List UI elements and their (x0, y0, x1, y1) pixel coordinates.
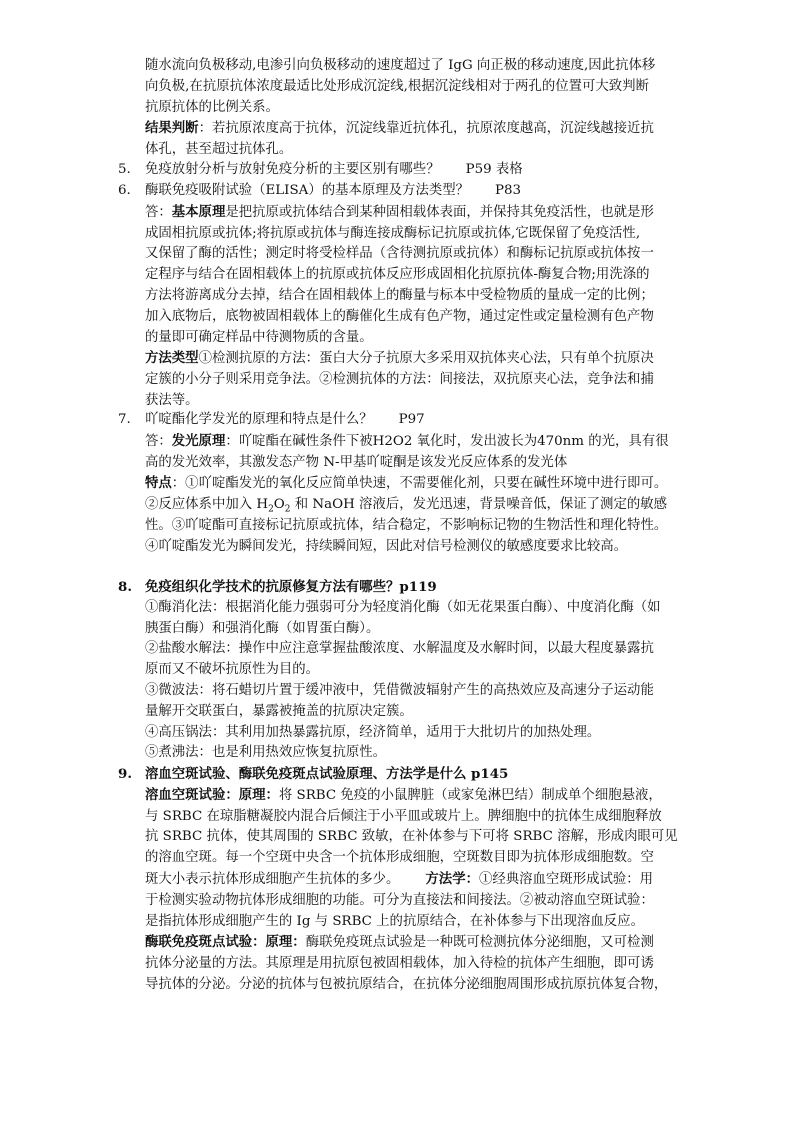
subscript: 2 (284, 504, 291, 515)
pfc-principle-label: 溶血空斑试验：原理： (145, 786, 279, 803)
text-line: ①酶消化法：根据消化能力强弱可分为轻度消化酶（如无花果蛋白酶）、中度消化酶（如 (145, 599, 661, 615)
text-span: ②反应体系中加入 H (145, 497, 269, 513)
question-6 (145, 181, 685, 412)
text-span: ①经典溶血空斑形成试验：用 (478, 871, 654, 887)
text-line: 抗体分泌量的方法。其原理是用抗原包被固相载体，加入待检的抗体产生细胞，即可诱 (145, 956, 654, 972)
text-line: ④吖啶酯发光为瞬间发光，持续瞬间短，因此对信号检测仪的敏感度要求比较高。 (145, 538, 628, 554)
question-6-number: 6. (118, 183, 131, 198)
text-line: 的溶血空斑。每一个空斑中央含一个抗体形成细胞，空斑数目即为抗体形成细胞数。空 (145, 850, 654, 866)
basic-principle-label: 基本原理 (171, 203, 226, 220)
question-7-text: 吖啶酯化学发光的原理和特点是什么？ (145, 412, 373, 427)
text-span: 斑大小表示抗体形成细胞产生抗体的多少。 (145, 871, 400, 887)
text-line: 性。③吖啶酯可直接标记抗原或抗体，结合稳定，不影响标记物的生物活性和理化特性。 (145, 517, 668, 533)
text-line: 量解开交联蛋白，暴露被掩盖的抗原决定簇。 (145, 703, 413, 719)
answer-prefix: 答： (145, 204, 172, 220)
text-line: ④高压锅法：其利用加热暴露抗原，经济简单，适用于大批切片的加热处理。 (145, 724, 601, 740)
text-span: O (273, 497, 285, 513)
text-span: ：吖啶酯在碱性条件下被H2O2 氧化时，发出波长为470nm 的光，具有很 (225, 433, 669, 449)
text-span: ：若抗原浓度高于抗体，沉淀线靠近抗体孔，抗原浓度越高，沉淀线越接近抗 (198, 121, 654, 137)
text-line: 方法将游离成分去掉，结合在固相载体上的酶量与标本中受检物质的量成一定的比例； (145, 287, 654, 303)
features-label: 特点 (145, 475, 172, 492)
text-line: 是指抗体形成细胞产生的 Ig 与 SRBC 上的抗原结合，在补体参与下出现溶血反应。 (145, 913, 644, 929)
question-9 (145, 764, 685, 996)
text-line: 胰蛋白酶）和强消化酶（如胃蛋白酶）。 (145, 620, 380, 636)
text-line: ②盐酸水解法：操作中应注意掌握盐酸浓度、水解温度及水解时间，以最大程度暴露抗 (145, 641, 654, 657)
elispot-principle-label: 酶联免疫斑点试验：原理： (145, 934, 306, 951)
result-judgement (145, 118, 685, 140)
text-line: 定程序与结合在固相载体上的抗原或抗体反应形成固相化抗原抗体-酶复合物;用洗涤的 (145, 267, 650, 283)
question-6-text: 酶联免疫吸附试验（ELISA）的基本原理及方法类型？ (145, 183, 470, 198)
question-5-ref: P59 表格 (465, 162, 523, 177)
text-span: ：①吖啶酯发光的氧化反应简单快速，不需要催化剂，只要在碱性环境中进行即可。 (171, 476, 668, 492)
pfc-method-label: 方法学： (425, 870, 479, 887)
question-5 (145, 160, 685, 181)
question-7-number: 7. (118, 412, 131, 427)
text-line: 抗 SRBC 抗体，使其周围的 SRBC 致敏，在补体参与下可将 SRBC 溶解，形成肉眼可见 (145, 829, 678, 845)
text-line: 于检测实验动物抗体形成细胞的功能。可分为直接法和间接法。②被动溶血空斑试验： (145, 892, 654, 908)
question-5-text: 免疫放射分析与放射免疫分析的主要区别有哪些？ (145, 162, 440, 177)
question-8 (145, 577, 685, 764)
question-9-text: 溶血空斑试验、酶联免疫斑点试验原理、方法学是什么 p145 (145, 766, 509, 782)
intro-paragraph (145, 56, 685, 161)
text-line: 高的发光效率，其激发态产物 N-甲基吖啶酮是该发光反应体系的发光体 (145, 454, 568, 470)
text-line: 获法等。 (145, 392, 199, 408)
answer-prefix: 答： (145, 433, 172, 449)
text-span: 是把抗原或抗体结合到某种固相载体表面，并保持其免疫活性，也就是形 (225, 204, 654, 220)
question-5-number: 5. (118, 162, 131, 177)
text-line: ③微波法：将石蜡切片置于缓冲液中，凭借微波辐射产生的高热效应及高速分子运动能 (145, 682, 654, 698)
text-line: 向负极,在抗原抗体浓度最适比处形成沉淀线,根据沉淀线相对于两孔的位置可大致判断 (145, 78, 649, 94)
text-line: 抗原抗体的比例关系。 (145, 99, 279, 115)
text-line: 原而又不破坏抗原性为目的。 (145, 662, 320, 678)
question-8-text: 免疫组织化学技术的抗原修复方法有哪些？p119 (145, 579, 437, 595)
text-line: 成固相抗原或抗体;将抗原或抗体与酶连接成酶标记抗原或抗体,它既保留了免疫活性, (145, 225, 641, 241)
question-8-number: 8. (118, 579, 132, 595)
subscript: 2 (268, 504, 274, 515)
method-types-label: 方法类型 (145, 350, 199, 367)
text-span: 和 NaOH 溶液后，发光迅速，背景噪音低，保证了测定的敏感 (290, 497, 668, 513)
text-line: 又保留了酶的活性；测定时将受检样品（含待测抗原或抗体）和酶标记抗原或抗体按一 (145, 246, 654, 262)
text-line: 定簇的小分子则采用竞争法。②检测抗体的方法：间接法，双抗原夹心法，竞争法和捕 (145, 372, 654, 388)
text-line: 导抗体的分泌。分泌的抗体与包被抗原结合，在抗体分泌细胞周围形成抗原抗体复合物， (145, 976, 668, 992)
question-7 (145, 410, 685, 558)
question-9-number: 9. (118, 766, 132, 782)
question-6-ref: P83 (495, 183, 522, 198)
text-span: 酶联免疫斑点试验是一种既可检测抗体分泌细胞，又可检测 (305, 935, 654, 951)
text-line: 与 SRBC 在琼脂糖凝胶内混合后倾注于小平皿或玻片上。脾细胞中的抗体生成细胞释放 (145, 808, 662, 824)
text-line: 体孔，甚至超过抗体孔。 (145, 142, 293, 158)
question-7-ref: P97 (398, 412, 425, 427)
text-line: 的量即可确定样品中待测物质的含量。 (145, 329, 373, 345)
text-line: ⑤煮沸法：也是利用热效应恢复抗原性。 (145, 745, 387, 761)
text-line: 加入底物后，底物被固相载体上的酶催化生成有色产物，通过定性或定量检测有色产物 (145, 308, 654, 324)
result-judgement-label: 结果判断 (145, 120, 199, 137)
text-span: 将 SRBC 免疫的小鼠脾脏（或家兔淋巴结）制成单个细胞悬液， (278, 787, 662, 803)
text-span: ①检测抗原的方法：蛋白大分子抗原大多采用双抗体夹心法，只有单个抗原决 (198, 351, 654, 367)
luminescence-principle-label: 发光原理 (171, 432, 226, 449)
text-line: 随水流向负极移动,电渗引向负极移动的速度超过了 IgG 向正极的移动速度,因此抗体移 (145, 58, 656, 73)
